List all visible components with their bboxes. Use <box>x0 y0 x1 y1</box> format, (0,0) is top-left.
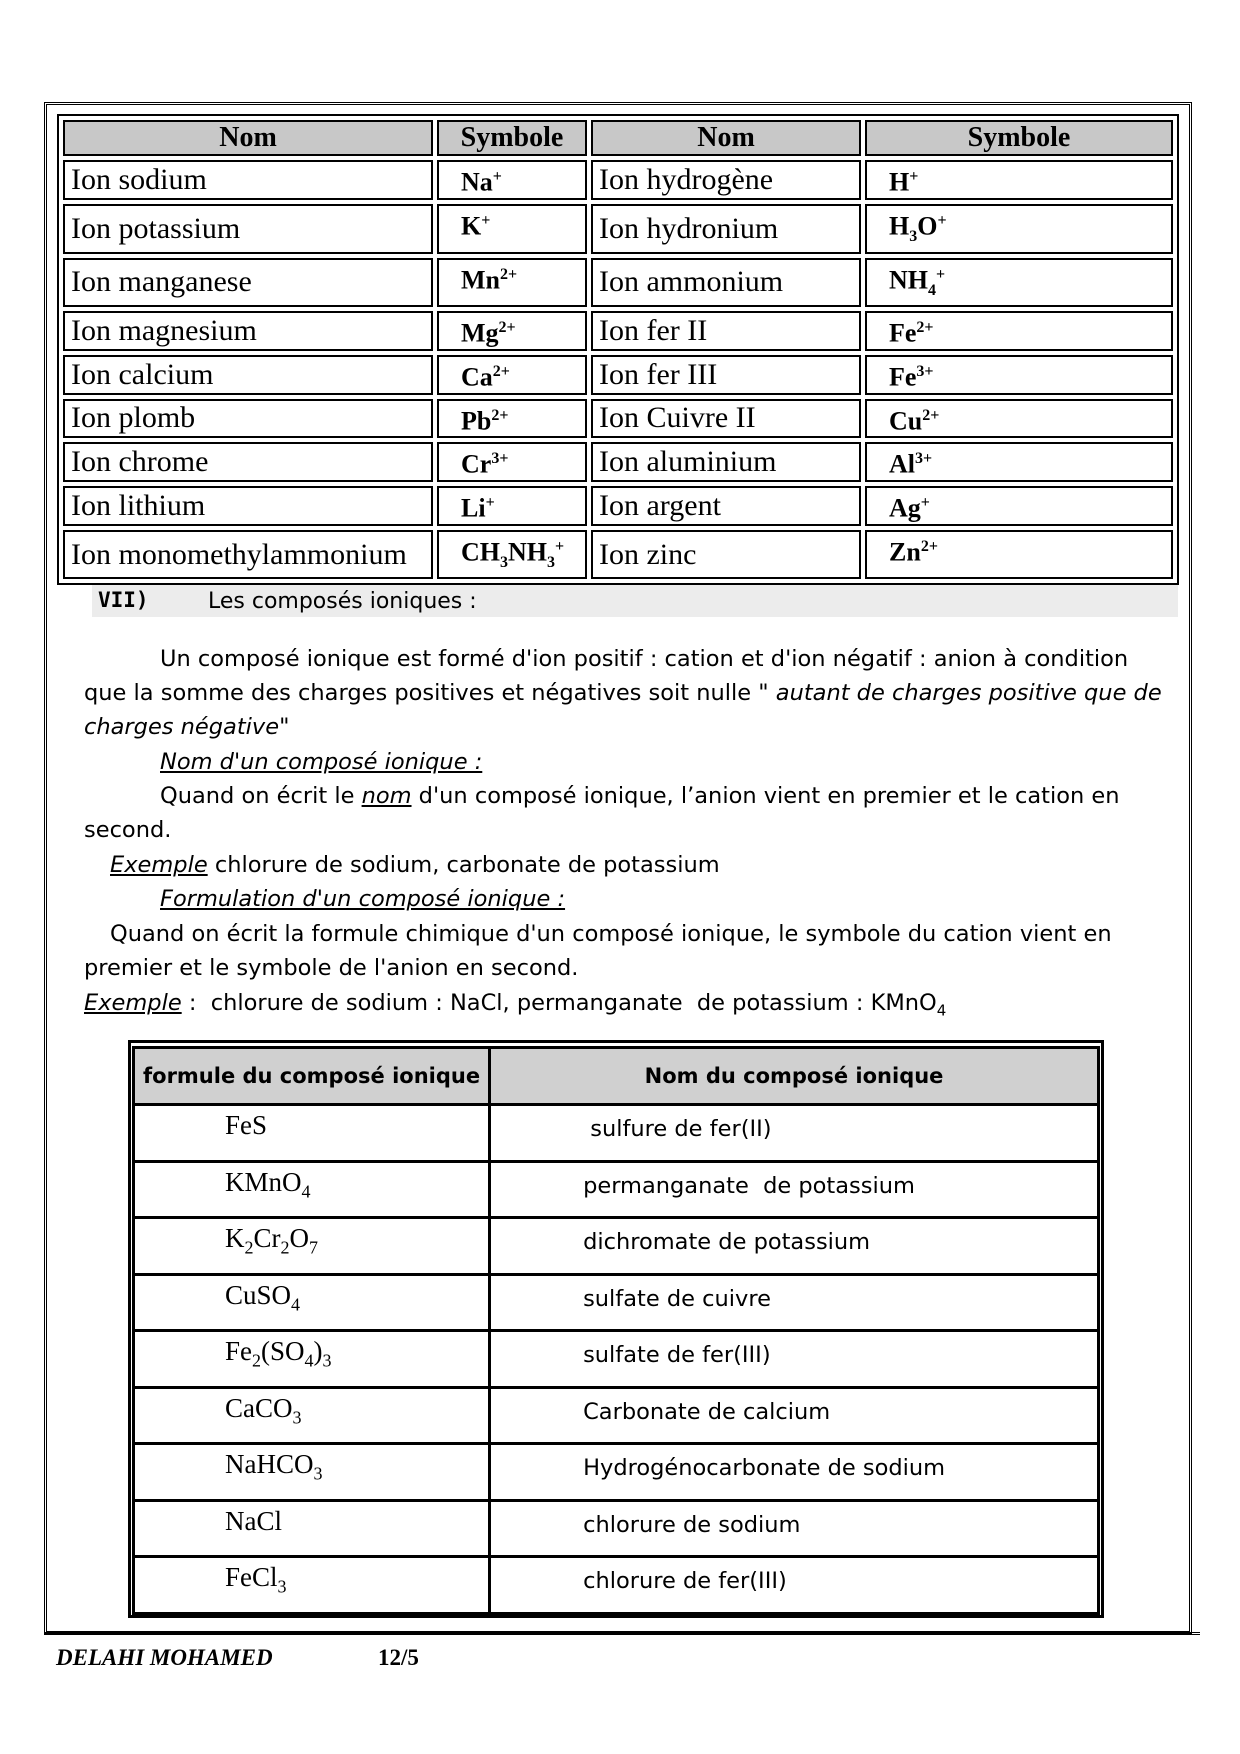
compound-formula <box>134 1444 490 1501</box>
nom-line-1-b: nom <box>361 783 412 809</box>
formula-subscript: 2 <box>252 1350 261 1371</box>
example-1-text: chlorure de sodium, carbonate de potassium <box>207 852 720 878</box>
compound-formula <box>134 1500 490 1557</box>
ion-name: Ion fer III <box>591 355 861 395</box>
ion-symbol <box>865 399 1173 439</box>
ion-name: Ion magnesium <box>63 311 433 351</box>
formula-subscript: 7 <box>309 1237 318 1258</box>
compound-name: chlorure de fer(III) <box>490 1557 1099 1614</box>
formula-subscript: 2 <box>244 1237 254 1258</box>
ion-name: Ion potassium <box>63 204 433 254</box>
ion-symbol-base: H <box>889 167 910 197</box>
ion-symbol-charge: + <box>485 493 495 511</box>
ion-symbol-base: NH <box>889 265 928 295</box>
ion-symbol-charge: 2+ <box>498 319 516 337</box>
footer-author: DELAHI MOHAMED <box>56 1645 273 1670</box>
ion-symbol-base: Ag <box>889 493 921 523</box>
nom-heading: Nom d'un composé ionique : <box>160 749 483 775</box>
compound-formula <box>134 1557 490 1614</box>
intro-line-2-plain: que la somme des charges positives et négatives soit nulle " <box>84 680 776 706</box>
ion-symbol-charge: + <box>909 168 919 185</box>
ion-symbol <box>437 442 587 482</box>
ion-symbol-charge: 2+ <box>500 265 518 283</box>
nom-line-1-a: Quand on écrit le <box>160 783 362 809</box>
ion-symbol-base: Li <box>461 493 486 523</box>
compound-formula <box>134 1387 490 1444</box>
ion-symbol-base: Na <box>461 167 493 197</box>
formula-part: CuSO <box>225 1279 292 1310</box>
ion-symbol-charge: + <box>920 493 930 511</box>
ion-symbol-charge: 2+ <box>491 406 509 424</box>
compound-name: Carbonate de calcium <box>490 1387 1099 1444</box>
formula-subscript: 4 <box>301 1180 311 1201</box>
formula-subscript: 4 <box>304 1350 314 1371</box>
formula-subscript: 2 <box>280 1237 290 1258</box>
ion-symbol-charge: 3+ <box>915 450 933 468</box>
ion-symbol <box>865 204 1173 254</box>
compound-row <box>134 1387 1099 1444</box>
ion-symbol <box>865 486 1173 526</box>
ion-name: Ion ammonium <box>591 258 861 308</box>
compound-formula <box>134 1331 490 1388</box>
ion-symbol <box>437 355 587 395</box>
ion-symbol <box>437 258 587 308</box>
ion-symbol-sub: 4 <box>928 281 936 299</box>
ion-symbol-base: Mg <box>461 319 499 348</box>
ion-symbol-tail: NH <box>508 537 547 567</box>
intro-line-3: charges négative" <box>84 714 290 740</box>
ion-symbol-base: Mn <box>461 265 500 295</box>
ion-symbol-charge: 3+ <box>491 450 509 468</box>
ion-name: Ion aluminium <box>591 442 861 482</box>
ion-symbol-sub: 3 <box>909 227 918 245</box>
ion-row <box>63 311 1173 351</box>
example-1-label: Exemple <box>110 852 208 878</box>
formula-part: CaCO <box>225 1392 293 1423</box>
ion-symbol-base: Cr <box>461 449 492 479</box>
intro-line-2-italic: autant de charges positive que de <box>775 680 1162 706</box>
ion-symbol <box>437 204 587 254</box>
nom-line-2: second. <box>84 817 172 843</box>
ion-symbol-tail: O <box>917 211 938 241</box>
compound-formula <box>134 1274 490 1331</box>
ion-row <box>63 204 1173 254</box>
compound-row <box>134 1161 1099 1218</box>
ion-table-header <box>63 120 1173 156</box>
ion-name: Ion hydrogène <box>591 160 861 200</box>
compound-row <box>134 1444 1099 1501</box>
compound-name: sulfate de cuivre <box>490 1274 1099 1331</box>
formulation-line-1: Quand on écrit la formule chimique d'un composé ionique, le symbole du cation vient en <box>110 921 1112 947</box>
ion-symbol <box>865 530 1173 580</box>
ion-symbol-base: Pb <box>461 406 492 436</box>
ion-symbol-charge: 2+ <box>920 537 938 555</box>
nom-line-1-c: d'un composé ionique, l’anion vient en premier et le cation en <box>411 783 1120 809</box>
ion-row <box>63 442 1173 482</box>
ion-name: Ion argent <box>591 486 861 526</box>
compound-name: permanganate de potassium <box>490 1161 1099 1218</box>
formula-part: KMnO <box>225 1166 302 1197</box>
ion-symbol <box>437 486 587 526</box>
compound-table <box>132 1046 1100 1615</box>
intro-line-2 <box>84 676 1162 711</box>
ion-row <box>63 160 1173 200</box>
compound-name: chlorure de sodium <box>490 1500 1099 1557</box>
formula-part: FeS <box>225 1110 268 1140</box>
ion-symbol-charge: 2+ <box>922 406 940 424</box>
example-2-text: : chlorure de sodium : NaCl, permanganate de potassium : KMnO <box>181 990 937 1016</box>
ion-symbol <box>437 530 587 580</box>
ion-name: Ion sodium <box>63 160 433 200</box>
formula-subscript: 3 <box>292 1406 302 1427</box>
ion-table <box>57 114 1179 585</box>
ion-name: Ion calcium <box>63 355 433 395</box>
ion-symbol-base: CH <box>461 537 500 567</box>
compound-name: dichromate de potassium <box>490 1218 1099 1275</box>
ion-symbol <box>865 311 1173 351</box>
formula-part: (SO <box>261 1336 305 1366</box>
ion-table-body <box>63 160 1173 579</box>
formula-subscript: 3 <box>277 1576 287 1597</box>
ion-row <box>63 258 1173 308</box>
compound-name: sulfure de fer(II) <box>490 1105 1099 1162</box>
formula-part: ) <box>313 1336 323 1366</box>
ion-name: Ion Cuivre II <box>591 399 861 439</box>
ion-symbol <box>865 355 1173 395</box>
ion-symbol <box>437 399 587 439</box>
header-nom-1: Nom <box>63 120 433 156</box>
formulation-line-2: premier et le symbole de l'anion en second. <box>84 955 579 981</box>
ion-row <box>63 530 1173 580</box>
ion-symbol-charge: 3+ <box>916 363 934 380</box>
compound-row <box>134 1557 1099 1614</box>
compound-row <box>134 1331 1099 1388</box>
formula-part: FeCl <box>225 1562 278 1592</box>
ion-symbol-base: Fe <box>889 319 917 348</box>
ion-name: Ion zinc <box>591 530 861 580</box>
ion-symbol-sub: 3 <box>500 553 508 571</box>
ion-symbol-charge: + <box>492 168 502 185</box>
ion-symbol-charge: 2+ <box>916 319 934 337</box>
ion-symbol-base: H <box>889 211 910 241</box>
ion-name: Ion lithium <box>63 486 433 526</box>
formulation-heading: Formulation d'un composé ionique : <box>160 886 566 912</box>
example-2-label: Exemple <box>84 990 182 1016</box>
formula-part: K <box>225 1223 245 1253</box>
compound-name: sulfate de fer(III) <box>490 1331 1099 1388</box>
compound-row <box>134 1274 1099 1331</box>
compound-row <box>134 1105 1099 1162</box>
ion-name: Ion plomb <box>63 399 433 439</box>
header-symbole-1: Symbole <box>437 120 587 156</box>
ion-name: Ion hydronium <box>591 204 861 254</box>
section-number: VII) <box>98 588 149 612</box>
formula-part: O <box>289 1223 309 1253</box>
ion-symbol-charge: + <box>936 265 946 283</box>
compound-row <box>134 1218 1099 1275</box>
ion-name: Ion chrome <box>63 442 433 482</box>
ion-symbol <box>865 442 1173 482</box>
ion-symbol-sub: 3 <box>547 553 555 571</box>
formula-part: Fe <box>225 1336 252 1366</box>
compound-formula <box>134 1161 490 1218</box>
nom-line-1 <box>160 779 1120 814</box>
ion-symbol-charge: + <box>555 537 565 555</box>
footer-rule <box>44 1632 1200 1635</box>
ion-symbol-base: Al <box>889 449 915 479</box>
compound-name: Hydrogénocarbonate de sodium <box>490 1444 1099 1501</box>
ion-symbol-base: Cu <box>889 406 923 436</box>
formula-part: NaCl <box>225 1505 282 1536</box>
example-2-sub: 4 <box>936 1001 947 1020</box>
ion-symbol <box>437 311 587 351</box>
formula-subscript: 4 <box>291 1293 301 1314</box>
ion-name: Ion monomethylammonium <box>63 530 433 580</box>
ion-name: Ion fer II <box>591 311 861 351</box>
ion-symbol-base: Ca <box>461 362 493 392</box>
ion-row <box>63 486 1173 526</box>
compound-row <box>134 1500 1099 1557</box>
ion-symbol-base: Fe <box>889 362 917 392</box>
ion-symbol-charge: + <box>481 211 491 229</box>
ion-symbol-base: Zn <box>889 537 921 567</box>
formula-part: NaHCO <box>225 1449 314 1479</box>
compound-table-body <box>134 1105 1099 1614</box>
example-1 <box>110 848 720 883</box>
example-2 <box>84 986 946 1028</box>
section-title: Les composés ioniques : <box>208 589 477 614</box>
header-nom-2: Nom <box>591 120 861 156</box>
ion-symbol-charge: + <box>937 211 947 229</box>
compound-formula <box>134 1218 490 1275</box>
header-symbole-2: Symbole <box>865 120 1173 156</box>
ion-name: Ion manganese <box>63 258 433 308</box>
header-nom-compose: Nom du composé ionique <box>490 1048 1099 1105</box>
footer-page-number: 12/5 <box>378 1645 419 1670</box>
formula-subscript: 3 <box>313 1463 323 1484</box>
section-heading <box>92 585 1178 617</box>
header-formule: formule du composé ionique <box>134 1048 490 1105</box>
ion-symbol <box>437 160 587 200</box>
ion-symbol <box>865 160 1173 200</box>
ion-symbol <box>865 258 1173 308</box>
formula-subscript: 3 <box>322 1350 332 1371</box>
formula-part: Cr <box>253 1223 281 1253</box>
ion-row <box>63 355 1173 395</box>
ion-symbol-base: K <box>461 211 482 241</box>
compound-table-header <box>134 1048 1099 1105</box>
intro-line-1: Un composé ionique est formé d'ion positif : cation et d'ion négatif : anion à condition <box>160 646 1129 672</box>
ion-symbol-charge: 2+ <box>492 363 510 380</box>
compound-formula <box>134 1105 490 1162</box>
ion-row <box>63 399 1173 439</box>
